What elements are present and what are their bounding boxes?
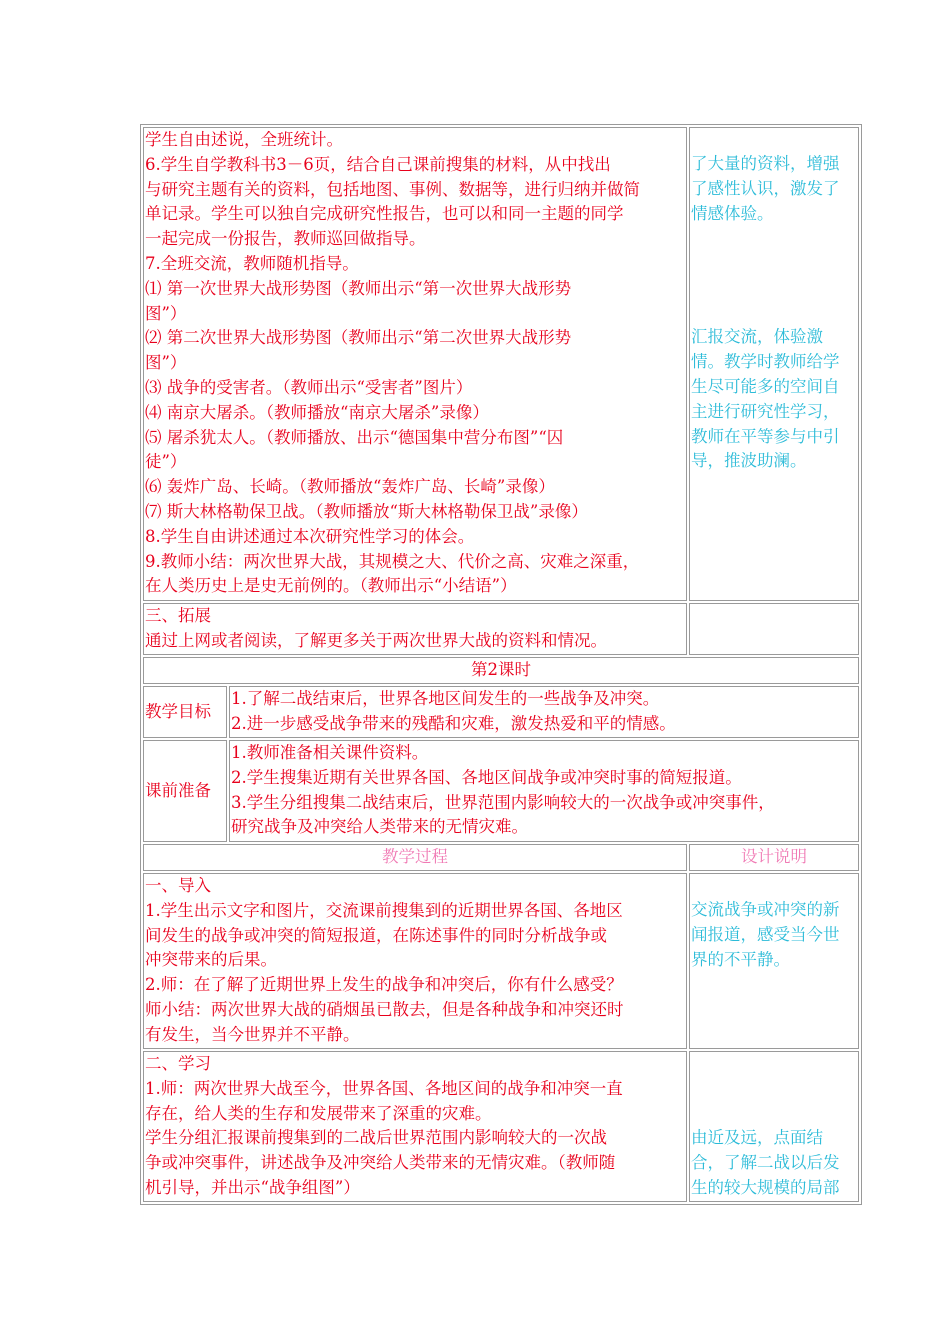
intro-line: 1.学生出示文字和图片，交流课前搜集到的近期世界各国、各地区 [145,900,623,920]
intro-line: 冲突带来的后果。 [145,950,277,970]
prep-item: 3.学生分组搜集二战结束后，世界范围内影响较大的一次战争或冲突事件， [231,792,775,812]
prep-item: 2.学生搜集近期有关世界各国、各地区间战争或冲突时事的简短报道。 [231,767,742,787]
intro-cell [143,873,687,1049]
study-design-note [691,1126,857,1200]
design-note-line: 界的不平静。 [691,949,790,969]
lesson-plan-page [140,124,862,1205]
process-line: 学生自由述说，全班统计。 [145,130,343,149]
prep-item: 1.教师准备相关课件资料。 [231,743,429,762]
table-row-extension [143,603,859,655]
lesson2-title: 第2课时 [143,657,859,684]
process-line: 徒”） [145,452,187,472]
design-note-line: 闻报道，感受当今世 [691,924,840,944]
process-text [145,128,685,599]
process-line: 图”） [145,303,187,323]
table-row-lesson2-title [143,657,859,684]
process-line: ⑵ 第二次世界大战形势图（教师出示“第二次世界大战形势 [145,328,572,348]
study-line: 二、学习 [145,1054,211,1073]
design-header: 设计说明 [689,844,859,871]
table-row-preparation [143,740,859,842]
extension-text: 通过上网或者阅读，了解更多关于两次世界大战的资料和情况。 [145,630,607,650]
intro-text [145,874,685,1048]
process-line: 8.学生自由讲述通过本次研究性学习的体会。 [145,526,475,546]
design-note-line: 了感性认识，激发了 [691,178,840,198]
goals-cell [229,686,859,738]
study-line: 学生分组汇报课前搜集到的二战后世界范围内影响较大的一次战 [145,1128,607,1148]
design-note-line: 生的较大规模的局部 [691,1177,840,1197]
process-line: ⑺ 斯大林格勒保卫战。（教师播放“斯大林格勒保卫战”录像） [145,501,588,521]
study-text [145,1052,685,1201]
process-line: ⑸ 屠杀犹太人。（教师播放、出示“德国集中营分布图”“囚 [145,427,564,447]
study-line: 存在，给人类的生存和发展带来了深重的灾难。 [145,1103,492,1123]
intro-line: 一、导入 [145,876,211,895]
study-note-cell [689,1051,859,1202]
design-note-line: 汇报交流，体验激 [691,327,823,347]
process-line: 单记录。学生可以独自完成研究性报告，也可以和同一主题的同学 [145,204,624,224]
design-note-line: 生尽可能多的空间自 [691,376,840,396]
design-note-line: 了大量的资料，增强 [691,154,840,173]
process-line: 一起完成一份报告，教师巡回做指导。 [145,229,426,249]
goal-item: 2.进一步感受战争带来的残酷和灾难，激发热爱和平的情感。 [231,713,676,733]
design-note-line: 教师在平等参与中引 [691,426,840,446]
process-line: ⑷ 南京大屠杀。（教师播放“南京大屠杀”录像） [145,402,489,422]
process-line: ⑶ 战争的受害者。（教师出示“受害者”图片） [145,377,473,397]
design-note-line: 主进行研究性学习， [691,401,840,421]
intro-line: 有发生，当今世界并不平静。 [145,1024,360,1044]
process-line: 6.学生自学教科书3－6页，结合自己课前搜集的材料，从中找出 [145,154,611,174]
design-note-1 [691,152,857,226]
design-note-line: 合，了解二战以后发 [691,1152,840,1172]
extension-heading: 三、拓展 [145,606,211,625]
design-note-2 [691,325,857,474]
process-cell-continuation [143,127,687,601]
study-line: 1.师：两次世界大战至今，世界各国、各地区间的战争和冲突一直 [145,1078,623,1098]
study-cell [143,1051,687,1202]
table-row-study [143,1051,859,1202]
prep-cell [229,740,859,842]
intro-note-cell [689,873,859,1049]
lesson-plan-table [140,124,862,1205]
prep-label: 课前准备 [143,740,227,842]
process-line: 9.教师小结：两次世界大战，其规模之大、代价之高、灾难之深重， [145,551,640,571]
goal-item: 1.了解二战结束后，世界各地区间发生的一些战争及冲突。 [231,689,660,708]
process-line: 与研究主题有关的资料，包括地图、事例、数据等，进行归纳并做简 [145,179,640,199]
table-row-continuation [143,127,859,601]
table-row-headers [143,844,859,871]
extension-cell [143,603,687,655]
design-note-line: 交流战争或冲突的新 [691,900,840,919]
intro-line: 间发生的战争或冲突的简短报道，在陈述事件的同时分析战争或 [145,925,607,945]
table-row-intro [143,873,859,1049]
intro-line: 2.师：在了解了近期世界上发生的战争和冲突后，你有什么感受？ [145,975,623,995]
design-note-line: 情感体验。 [691,203,774,223]
process-line: 图”） [145,353,187,373]
process-line: ⑹ 轰炸广岛、长崎。（教师播放“轰炸广岛、长崎”录像） [145,477,555,497]
intro-design-note [691,898,857,972]
design-note-cell [689,127,859,601]
intro-line: 师小结：两次世界大战的硝烟虽已散去，但是各种战争和冲突还时 [145,999,624,1019]
design-note-line: 由近及远，点面结 [691,1128,823,1147]
prep-item: 研究战争及冲突给人类带来的无情灾难。 [231,817,528,837]
table-row-goals [143,686,859,738]
goals-label: 教学目标 [143,686,227,738]
process-line: ⑴ 第一次世界大战形势图（教师出示“第一次世界大战形势 [145,278,572,298]
process-line: 7.全班交流，教师随机指导。 [145,253,359,273]
extension-note-cell [689,603,859,655]
design-note-line: 情。教学时教师给学 [691,352,840,372]
design-note-line: 导，推波助澜。 [691,451,807,471]
study-line: 争或冲突事件，讲述战争及冲突给人类带来的无情灾难。（教师随 [145,1153,616,1173]
process-line: 在人类历史上是史无前例的。（教师出示“小结语”） [145,576,517,596]
process-header: 教学过程 [143,844,687,871]
study-line: 机引导，并出示“战争组图”） [145,1177,360,1197]
